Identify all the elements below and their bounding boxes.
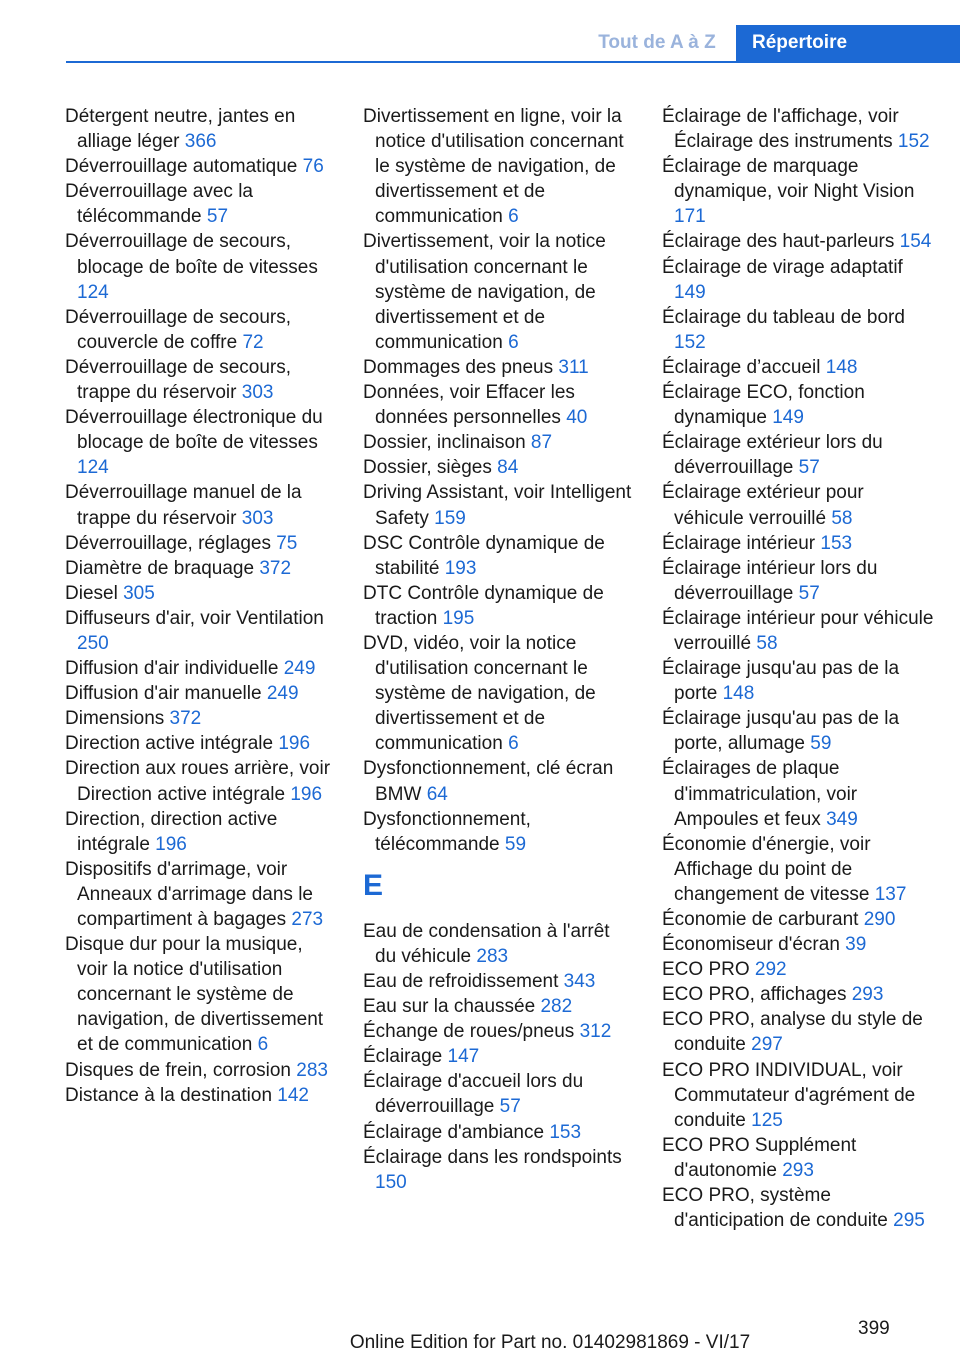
index-entry-text: Données, voir Effacer les données personnelles: [363, 382, 575, 429]
index-entry: [363, 1069, 635, 1119]
index-page-link[interactable]: 303: [241, 507, 274, 529]
index-entry: [662, 380, 934, 430]
index-page-link[interactable]: 154: [899, 231, 932, 253]
index-entry-text: Éclairage du tableau de bord: [662, 306, 905, 328]
index-entry-text: ECO PRO, affichages: [662, 984, 847, 1006]
index-entry: [662, 932, 934, 957]
index-page-link[interactable]: 282: [540, 996, 573, 1018]
index-entry-text: Driving Assistant, voir Intelligent Safety: [363, 482, 632, 529]
index-entry: [363, 104, 635, 229]
index-page-link[interactable]: 196: [290, 783, 323, 805]
index-entry: [662, 531, 934, 556]
index-page-link[interactable]: 137: [874, 883, 907, 905]
index-page-link[interactable]: 84: [497, 457, 519, 479]
index-entry-text: ECO PRO, système d'anticipation de conduite: [662, 1185, 888, 1232]
index-entry: [65, 305, 337, 355]
index-entry-text: DTC Contrôle dynamique de traction: [363, 582, 604, 629]
edition-footer: Online Edition for Part no. 01402981869 - VI/17: [349, 1332, 751, 1353]
index-entry: [363, 1044, 635, 1069]
index-entry-text: Éclairage d'ambiance: [363, 1121, 545, 1143]
index-entry-text: Direction aux roues arrière, voir Direction active intégrale: [65, 758, 331, 805]
index-entry-text: Éclairages de plaque d'immatriculation, voir Ampoules et feux: [662, 758, 858, 830]
index-entry-text: Économiseur d'écran: [662, 934, 840, 956]
index-entry: [363, 355, 635, 380]
index-entry-text: Éclairage dans les rondspoints: [363, 1146, 622, 1168]
index-entry-text: Diesel: [65, 582, 118, 604]
index-entry: [363, 229, 635, 354]
index-entry: [662, 1183, 934, 1233]
index-entry-text: Éclairage jusqu'au pas de la porte, allumage: [662, 708, 900, 755]
index-page-link[interactable]: 290: [863, 909, 896, 930]
index-column-1: [65, 104, 337, 1108]
index-entry-text: Déverrouillage avec la télécommande: [65, 181, 253, 228]
index-entry-text: Éclairage extérieur pour véhicule verrouillé: [662, 482, 864, 529]
index-page-link[interactable]: 196: [155, 833, 187, 855]
index-page-link[interactable]: 372: [169, 708, 202, 730]
index-entry-text: Échange de roues/pneus: [363, 1021, 575, 1043]
index-entry: [363, 756, 635, 806]
index-entry: [662, 355, 934, 380]
index-entry: [65, 556, 337, 581]
index-entry-text: Disques de frein, corrosion: [65, 1059, 291, 1081]
index-entry: [662, 229, 934, 254]
index-entry: [65, 480, 337, 530]
index-entry-text: Déverrouillage automatique: [65, 156, 298, 178]
index-page-link[interactable]: 6: [257, 1034, 269, 1056]
index-page-link[interactable]: 58: [831, 507, 853, 529]
index-entry-text: ECO PRO Supplément d'autonomie: [662, 1134, 857, 1181]
index-entry-text: Détergent neutre, jantes en alliage léger: [65, 106, 296, 153]
index-entry: [662, 1058, 934, 1133]
index-page-link[interactable]: 87: [530, 432, 553, 454]
index-entry: [363, 1019, 635, 1044]
index-entry: [65, 656, 337, 681]
index-page-link[interactable]: 124: [77, 281, 109, 303]
index-entry: [65, 807, 337, 857]
index-entry: [662, 255, 934, 305]
index-entry-text: Direction, direction active intégrale: [65, 808, 278, 855]
index-page-link[interactable]: 40: [566, 407, 588, 429]
index-page-link[interactable]: 293: [851, 984, 884, 1006]
index-entry-text: Dispositifs d'arrimage, voir Anneaux d'arrimage dans le compartiment à bagages: [65, 858, 313, 930]
index-entry: [662, 982, 934, 1007]
index-page-link[interactable]: 250: [77, 632, 109, 654]
index-entry: [65, 731, 337, 756]
index-page-link[interactable]: 59: [504, 833, 527, 855]
index-page-link[interactable]: 343: [563, 971, 596, 992]
index-entry: [65, 104, 337, 154]
index-page-link[interactable]: 283: [296, 1059, 328, 1081]
index-entry: [65, 1058, 337, 1083]
index-entry: [363, 1120, 635, 1145]
index-entry: [363, 581, 635, 631]
index-entry-text: Éclairage: [363, 1046, 443, 1068]
index-entry: [65, 405, 337, 480]
index-entry: [65, 756, 337, 806]
index-page-link[interactable]: 149: [772, 407, 804, 429]
index-page-link[interactable]: 147: [447, 1046, 480, 1068]
index-entry-text: Déverrouillage de secours, trappe du réservoir: [65, 356, 292, 404]
index-entry: [662, 556, 934, 606]
index-page-link[interactable]: 39: [845, 934, 867, 956]
index-entry: [363, 969, 635, 994]
index-entry-text: DSC Contrôle dynamique de stabilité: [363, 532, 605, 579]
index-entry-text: Éclairage d'accueil lors du déverrouillage: [363, 1071, 584, 1118]
index-entry: [662, 756, 934, 831]
index-letter-heading: E: [363, 868, 384, 902]
index-page-link[interactable]: 64: [426, 783, 448, 805]
index-entry-text: Éclairage de l'affichage, voir Éclairage des instruments: [662, 106, 899, 153]
index-entry-text: Divertissement, voir la notice d'utilisation concernant le système de navigation, de divertissement et de communication: [363, 231, 606, 353]
index-entry-text: Dommages des pneus: [363, 356, 554, 378]
index-page-link[interactable]: 6: [508, 206, 519, 228]
index-page-link[interactable]: 124: [77, 457, 109, 479]
index-page-link[interactable]: 142: [277, 1084, 309, 1106]
index-entry-text: Eau sur la chaussée: [363, 996, 536, 1018]
index-page-link[interactable]: 305: [123, 582, 155, 604]
index-entry-text: Déverrouillage de secours, couvercle de coffre: [65, 306, 292, 353]
index-entry-text: Éclairage jusqu'au pas de la porte: [662, 658, 900, 705]
index-entry-text: Éclairage de virage adaptatif: [662, 256, 903, 278]
index-page-link[interactable]: 75: [276, 532, 298, 554]
index-entry: [65, 581, 337, 606]
index-entry-text: Eau de condensation à l'arrêt du véhicule: [363, 920, 610, 967]
index-entry: [662, 480, 934, 530]
index-page-link[interactable]: 153: [549, 1121, 582, 1143]
index-entry: [363, 455, 635, 480]
index-entry-text: Éclairage intérieur pour véhicule verrouillé: [662, 607, 934, 654]
index-entry: [662, 104, 934, 154]
index-entry: [65, 706, 337, 731]
index-entry: [363, 919, 635, 969]
index-entry: [65, 1083, 337, 1108]
page-header: [0, 25, 960, 63]
index-entry-text: Économie d'énergie, voir Affichage du point de changement de vitesse: [662, 833, 871, 905]
index-page-link[interactable]: 249: [266, 683, 299, 705]
index-entry-text: Dimensions: [65, 708, 165, 730]
index-page-link[interactable]: 293: [782, 1159, 814, 1181]
index-entry: [662, 656, 934, 706]
index-entry-text: Divertissement en ligne, voir la notice d'utilisation concernant le système de navigation, de divertissement et de communication: [363, 106, 624, 228]
index-page-link[interactable]: 195: [442, 607, 475, 629]
index-entry-text: Eau de refroidissement: [363, 971, 559, 992]
index-entry-text: Dossier, inclinaison: [363, 432, 526, 454]
index-entry: [363, 380, 635, 430]
index-page-link[interactable]: 59: [810, 733, 832, 755]
index-entry-text: Économie de carburant: [662, 909, 859, 930]
index-entry: [65, 179, 337, 229]
index-entry: [65, 229, 337, 304]
index-entry: [363, 994, 635, 1019]
chapter-tab[interactable]: Répertoire: [736, 25, 960, 61]
index-entry-text: Direction active intégrale: [65, 733, 274, 755]
index-page-link[interactable]: 152: [674, 331, 706, 353]
index-column-3: [662, 104, 934, 1233]
index-entry-text: Dysfonctionnement, clé écran BMW: [363, 758, 614, 805]
index-entry-text: Déverrouillage, réglages: [65, 532, 271, 554]
index-entry: [363, 430, 635, 455]
index-page-link[interactable]: 57: [798, 457, 820, 479]
index-page-link[interactable]: 58: [756, 632, 778, 654]
index-page-link[interactable]: 152: [897, 131, 930, 153]
index-page-link[interactable]: 125: [751, 1109, 783, 1131]
index-entry-text: Déverrouillage électronique du blocage de boîte de vitesses: [65, 407, 323, 454]
index-page-link[interactable]: 312: [579, 1021, 612, 1043]
index-entry: [662, 1007, 934, 1057]
index-page-link[interactable]: 295: [893, 1210, 925, 1232]
index-entry: [662, 907, 934, 932]
index-entry-text: Déverrouillage manuel de la trappe du réservoir: [65, 482, 302, 529]
header-divider: [66, 61, 960, 63]
index-page-link[interactable]: 372: [259, 557, 292, 579]
index-entry: [662, 1133, 934, 1183]
index-entry-text: Dysfonctionnement, télécommande: [363, 808, 531, 855]
index-entry: [65, 932, 337, 1057]
index-entry-text: Éclairage de marquage dynamique, voir Night Vision: [662, 156, 915, 203]
index-entry-text: Éclairage d’accueil: [662, 356, 821, 378]
index-page-link[interactable]: 311: [558, 356, 589, 378]
index-page-link[interactable]: 150: [375, 1171, 407, 1193]
index-page-link[interactable]: 6: [508, 331, 519, 353]
index-page-link[interactable]: 349: [826, 808, 858, 830]
index-entry: [662, 430, 934, 480]
index-entry: [662, 706, 934, 756]
index-page-link[interactable]: 148: [825, 356, 858, 378]
index-entry: [662, 957, 934, 982]
index-entry: [363, 1145, 635, 1195]
index-entry-text: Éclairage intérieur: [662, 532, 816, 554]
index-page-link[interactable]: 297: [751, 1034, 783, 1056]
index-entry: [363, 631, 635, 756]
index-entry-text: Éclairage intérieur lors du déverrouillage: [662, 557, 878, 604]
index-entry: [662, 305, 934, 355]
index-entry: [65, 857, 337, 932]
index-page-link[interactable]: 292: [754, 959, 787, 981]
index-entry-text: Déverrouillage de secours, blocage de boîte de vitesses: [65, 231, 318, 278]
section-tab[interactable]: Tout de A à Z: [598, 32, 716, 53]
index-page-link[interactable]: 76: [302, 156, 324, 178]
index-entry-text: ECO PRO, analyse du style de conduite: [662, 1009, 923, 1056]
index-entry: [65, 531, 337, 556]
index-entry-text: Diamètre de braquage: [65, 557, 255, 579]
index-page-link[interactable]: 249: [283, 658, 316, 680]
index-entry-text: Dossier, sièges: [363, 457, 492, 479]
index-entry: [65, 681, 337, 706]
index-column-2: [363, 104, 635, 1195]
index-entry: [65, 154, 337, 179]
index-entry-text: Éclairage ECO, fonction dynamique: [662, 382, 865, 429]
index-entry-text: DVD, vidéo, voir la notice d'utilisation concernant le système de navigation, de divertissement et de communication: [363, 632, 596, 755]
index-entry-text: Disque dur pour la musique, voir la notice d'utilisation concernant le système de navigation, de divertissement et de communication: [65, 934, 324, 1056]
index-page-link[interactable]: 6: [508, 733, 519, 755]
index-entry: [662, 832, 934, 907]
index-entry: [65, 606, 337, 656]
index-entry-text: ECO PRO INDIVIDUAL, voir Commutateur d'agrément de conduite: [662, 1059, 916, 1131]
index-entry: [662, 606, 934, 656]
index-page-link[interactable]: 159: [434, 507, 466, 529]
index-entry: [363, 531, 635, 581]
index-page-link[interactable]: 283: [476, 945, 509, 967]
index-page-link[interactable]: 193: [444, 557, 477, 579]
index-entry-text: Diffusion d'air manuelle: [65, 683, 262, 705]
index-page-link[interactable]: 149: [674, 281, 706, 303]
page-number: 399: [858, 1318, 890, 1339]
index-entry-text: Diffusion d'air individuelle: [65, 658, 279, 680]
index-page-link[interactable]: 171: [674, 206, 706, 228]
index-page-link[interactable]: 153: [820, 532, 853, 554]
index-page-link[interactable]: 57: [499, 1096, 521, 1118]
index-entry-text: Distance à la destination: [65, 1084, 273, 1106]
index-entry: [363, 807, 635, 857]
index-page-link[interactable]: 303: [241, 382, 274, 404]
index-page-link[interactable]: 148: [722, 683, 755, 705]
index-page-link[interactable]: 273: [291, 909, 324, 930]
index-page-link[interactable]: 196: [278, 733, 311, 755]
index-entry: [363, 480, 635, 530]
index-entry-text: ECO PRO: [662, 959, 750, 981]
index-page-link[interactable]: 57: [798, 582, 820, 604]
index-page-link[interactable]: 366: [184, 131, 217, 153]
index-entry: [662, 154, 934, 229]
index-entry-text: Éclairage des haut-parleurs: [662, 231, 895, 253]
index-entry: [65, 355, 337, 405]
index-page-link[interactable]: 72: [242, 331, 264, 353]
index-entry-text: Diffuseurs d'air, voir Ventilation: [65, 607, 324, 629]
index-page-link[interactable]: 57: [206, 206, 229, 228]
index-entry-text: Éclairage extérieur lors du déverrouillage: [662, 432, 883, 479]
